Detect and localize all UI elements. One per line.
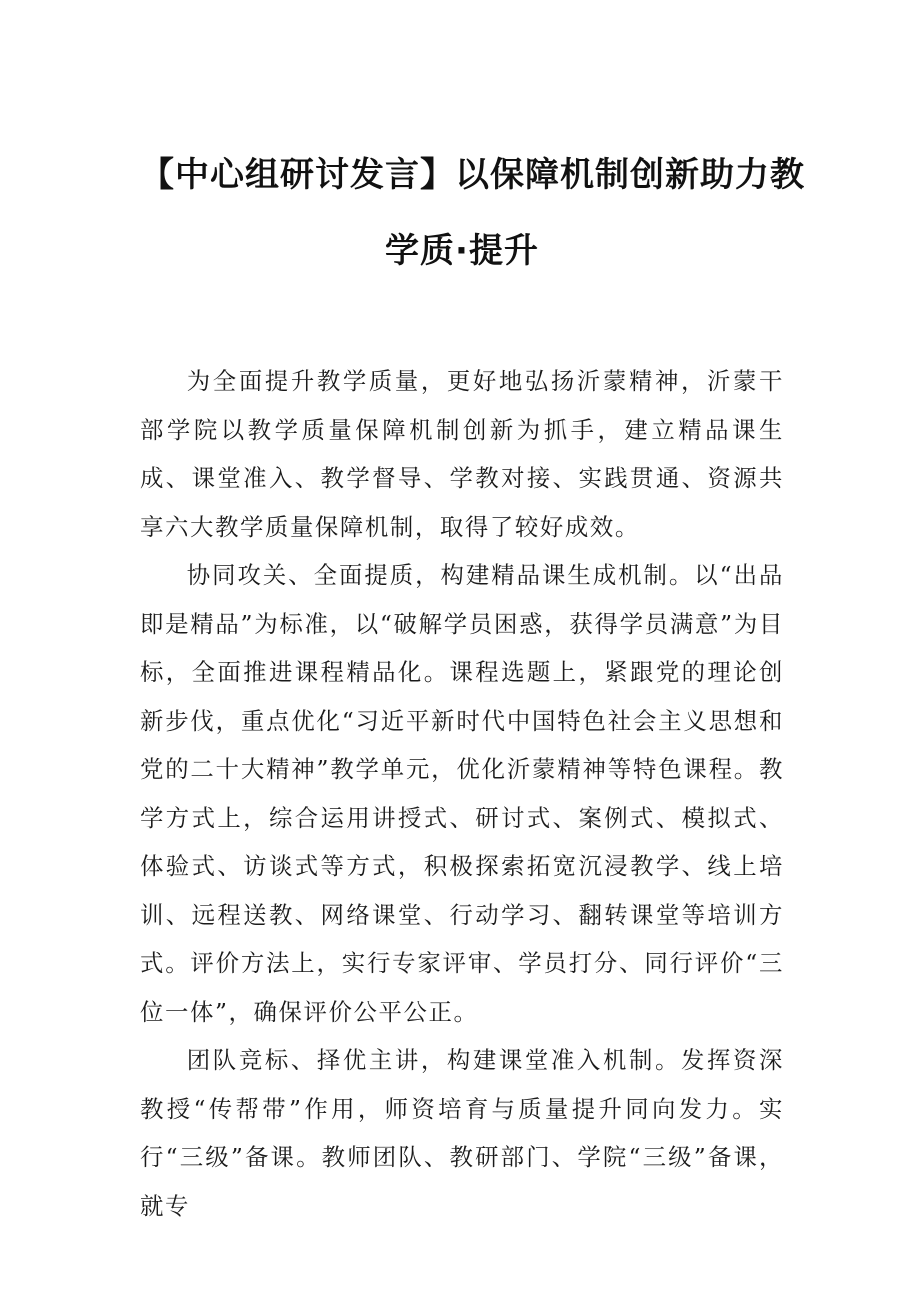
paragraph-quality-course-mechanism: 协同攻关、全面提质，构建精品课生成机制。以“出品即是精品”为标准，以“破解学员困惑，获得学员满意”为目标，全面推进课程精品化。课程选题上，紧跟党的理论创新步伐，重点优化“习近平新时代中国特色社会主义思想和党的二十大精神”教学单元，优化沂蒙精神等特色课程。教学方式上，综合运用讲授式、研讨式、案例式、模拟式、体验式、访谈式等方式，积极探索拓宽沉浸教学、线上培训、远程送教、网络课堂、行动学习、翻转课堂等培训方式。评价方法上，实行专家评审、学员打分、同行评价“三位一体”，确保评价公平公正。 — [140, 561, 784, 1026]
paragraph-intro: 为全面提升教学质量，更好地弘扬沂蒙精神，沂蒙干部学院以教学质量保障机制创新为抓手，建立精品课生成、课堂准入、教学督导、学教对接、实践贯通、资源共享六大教学质量保障机制，取得了较好成效。 — [140, 367, 784, 541]
paragraph-classroom-access-mechanism: 团队竞标、择优主讲，构建课堂准入机制。发挥资深教授“传帮带”作用，师资培育与质量提升同向发力。实行“三级”备课。教师团队、教研部门、学院“三级”备课，就专 — [140, 1046, 784, 1220]
document-body — [140, 357, 784, 1230]
document-title-line-2: 学质·提升 — [385, 231, 539, 271]
document-title-line-1: 【中心组研讨发言】以保障机制创新助力教 — [140, 155, 805, 195]
